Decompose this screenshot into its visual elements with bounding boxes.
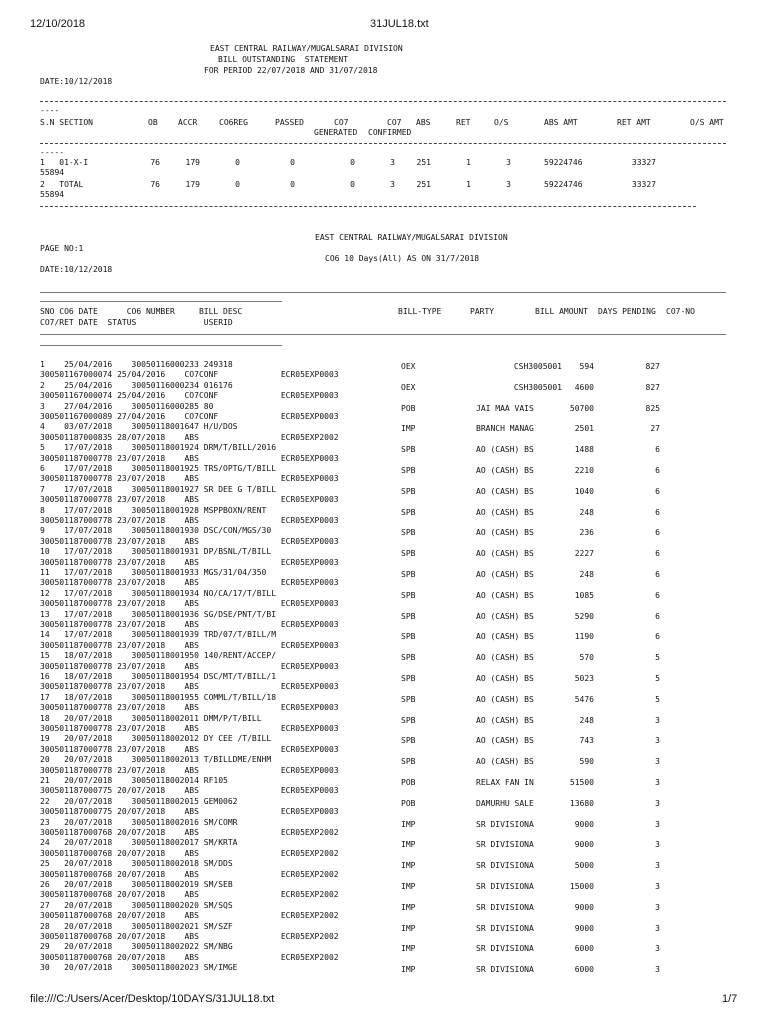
cell-days-pending: 3	[655, 965, 660, 975]
cell-bill-amount: 2210	[574, 466, 594, 475]
cell-line2: 300501187000778 23/07/2018 ABS ECR05EXP0003	[40, 495, 339, 505]
col-abs-amt: ABS AMT	[544, 118, 578, 127]
col-co7-no: CO7-NO	[666, 307, 695, 316]
cell-line1: 3 27/04/2016 30050116000285 80	[40, 401, 214, 411]
cell-abs-amt: 59224746	[544, 158, 583, 167]
cell-party: AO (CASH) BS	[476, 694, 534, 704]
cell-line1: 15 18/07/2018 30050118001950 140/RENT/ACCEP/	[40, 651, 277, 661]
cell-party: AO (CASH) BS	[476, 570, 534, 579]
cell-os: 3	[506, 180, 511, 189]
cell-bill-type: OEX	[401, 362, 416, 371]
cell-bill-amount: 5290	[574, 611, 594, 621]
cell-abs-amt: 59224746	[544, 180, 583, 189]
cell-line1: 10 17/07/2018 30050118001931 DP/BSNL/T/BILL	[40, 547, 272, 557]
col-bill-type: BILL-TYPE	[398, 307, 442, 316]
cell-bill-amount: 13680	[569, 798, 594, 808]
page-indicator: 1/7	[722, 993, 738, 1005]
cell-line1: 26 20/07/2018 30050118002019 SM/SEB	[40, 880, 233, 889]
cell-bill-type: SPB	[401, 611, 416, 621]
cell-bill-type: IMP	[401, 923, 416, 933]
cell-line2: 300501167000074 25/04/2016 CO7CONF ECR05EXP0003	[40, 391, 339, 401]
cell-bill-amount: 590	[579, 757, 594, 767]
cell-bill-type: SPB	[401, 653, 416, 663]
cell-days-pending: 6	[655, 507, 660, 517]
divider	[40, 301, 282, 302]
cell-days-pending: 5	[655, 653, 660, 663]
cell-abs: 251	[416, 158, 431, 167]
cell-bill-type: IMP	[401, 902, 416, 912]
cell-line1: 22 20/07/2018 30050118002015 GEM0062	[40, 796, 238, 806]
cell-days-pending: 6	[655, 445, 660, 455]
cell-party: CSH3005001	[513, 362, 562, 371]
cell-line2: 300501187000778 23/07/2018 ABS ECR05EXP0003	[40, 474, 339, 484]
col-accr: ACCR	[178, 118, 198, 127]
cell-days-pending: 3	[655, 778, 660, 787]
cell-bill-type: IMP	[401, 840, 416, 850]
cell-ob: 76	[150, 158, 160, 167]
table-row	[40, 672, 726, 693]
cell-co7-generated: 0	[350, 158, 355, 167]
divider	[40, 345, 282, 346]
cell-line1: 21 20/07/2018 30050118002014 RF105	[40, 776, 228, 785]
cell-line1: 29 20/07/2018 30050118002022 SM/NBG	[40, 942, 233, 952]
table-row	[40, 859, 726, 880]
cell-party: SR DIVISIONA	[476, 965, 534, 975]
cell-party: AO (CASH) BS	[476, 507, 534, 517]
cell-line1: 24 20/07/2018 30050118002017 SM/KRTA	[40, 838, 238, 848]
cell-bill-amount: 51500	[569, 778, 594, 787]
cell-line2: 300501187000768 20/07/2018 ABS ECR05EXP2002	[40, 869, 339, 879]
cell-bill-amount: 2501	[574, 424, 594, 434]
cell-line1: 17 18/07/2018 30050118001955 COMML/T/BILL/18	[40, 692, 277, 702]
cell-party: SR DIVISIONA	[476, 923, 534, 933]
divider	[40, 143, 726, 144]
cell-bill-type: POB	[401, 798, 416, 808]
col-ret: RET	[456, 118, 471, 127]
cell-line2: 300501187000778 23/07/2018 ABS ECR05EXP0003	[40, 744, 339, 754]
cell-bill-type: OEX	[401, 382, 416, 392]
cell-bill-type: SPB	[401, 507, 416, 517]
cell-bill-type: SPB	[401, 632, 416, 642]
table-row	[40, 485, 726, 506]
cell-bill-amount: 570	[579, 653, 594, 663]
divider	[40, 292, 726, 293]
col-os-amt: O/S AMT	[690, 118, 724, 127]
cell-line2: 300501187000778 23/07/2018 ABS ECR05EXP0003	[40, 578, 339, 588]
cell-bill-type: SPB	[401, 486, 416, 496]
table-row	[40, 797, 726, 818]
cell-section: 1 01-X-I	[40, 158, 89, 167]
table-row	[40, 922, 726, 943]
col-party: PARTY	[470, 307, 495, 316]
cell-line2: 300501187000778 23/07/2018 ABS ECR05EXP0003	[40, 640, 339, 650]
table-row	[40, 776, 726, 797]
cell-party: AO (CASH) BS	[476, 549, 534, 559]
table-row	[40, 755, 726, 776]
cell-bill-type: SPB	[401, 674, 416, 683]
cell-line2: 300501187000778 23/07/2018 ABS ECR05EXP0003	[40, 765, 339, 775]
cell-line1: 13 17/07/2018 30050118001936 SG/DSE/PNT/T/BI	[40, 609, 277, 619]
cell-days-pending: 6	[655, 570, 660, 579]
cell-bill-type: IMP	[401, 965, 416, 975]
summary-date: DATE:10/12/2018	[40, 77, 113, 86]
cell-line2: 300501187000778 23/07/2018 ABS ECR05EXP0003	[40, 536, 339, 546]
cell-bill-amount: 1488	[574, 445, 594, 455]
cell-days-pending: 5	[655, 674, 660, 683]
col-co7-generated-2: GENERATED	[314, 128, 358, 137]
cell-bill-type: POB	[401, 778, 416, 787]
table-row	[40, 360, 726, 381]
cell-party: AO (CASH) BS	[476, 590, 534, 600]
cell-days-pending: 3	[655, 923, 660, 933]
page-number: PAGE NO:1	[40, 244, 84, 253]
cell-passed: 0	[290, 158, 295, 167]
cell-co6reg: 0	[235, 158, 240, 167]
cell-bill-type: SPB	[401, 736, 416, 746]
cell-party: AO (CASH) BS	[476, 611, 534, 621]
cell-bill-amount: 9000	[574, 902, 594, 912]
col-ret-amt: RET AMT	[617, 118, 651, 127]
col-bill-amount: BILL AMOUNT	[535, 307, 588, 316]
table-row	[40, 610, 726, 631]
cell-ret: 1	[466, 180, 471, 189]
cell-party: SR DIVISIONA	[476, 840, 534, 850]
cell-line1: 23 20/07/2018 30050118002016 SM/COMR	[40, 817, 238, 827]
cell-abs: 251	[416, 180, 431, 189]
cell-days-pending: 6	[655, 528, 660, 538]
table-row	[40, 422, 726, 443]
cell-days-pending: 3	[655, 861, 660, 871]
cell-line1: 25 20/07/2018 30050118002018 SM/DDS	[40, 859, 233, 869]
cell-party: AO (CASH) BS	[476, 715, 534, 725]
cell-line1: 6 17/07/2018 30050118001925 TRS/OPTG/T/BILL	[40, 464, 277, 473]
cell-line2: 300501167000089 27/04/2016 CO7CONF ECR05EXP0003	[40, 411, 339, 421]
cell-days-pending: 27	[650, 424, 660, 434]
cell-ret-amt: 33327	[631, 180, 656, 189]
cell-co6reg: 0	[235, 180, 240, 189]
cell-bill-amount: 9000	[574, 923, 594, 933]
cell-os-amt-wrap: 55894	[40, 168, 65, 178]
table-row	[40, 651, 726, 672]
cell-bill-amount: 236	[579, 528, 594, 538]
cell-bill-type: SPB	[401, 757, 416, 767]
cell-ob: 76	[150, 180, 160, 189]
cell-line2: 300501187000768 20/07/2018 ABS ECR05EXP2002	[40, 911, 339, 921]
cell-bill-type: SPB	[401, 466, 416, 475]
cell-bill-amount: 5476	[574, 694, 594, 704]
cell-line2: 300501187000778 23/07/2018 ABS ECR05EXP0003	[40, 515, 339, 525]
cell-os-amt-wrap: 55894	[40, 190, 65, 200]
cell-days-pending: 3	[655, 902, 660, 912]
cell-ret: 1	[466, 158, 471, 167]
table-row	[40, 838, 726, 859]
cell-bill-amount: 1085	[574, 590, 594, 600]
cell-line2: 300501187000768 20/07/2018 ABS ECR05EXP2002	[40, 890, 339, 900]
cell-days-pending: 6	[655, 632, 660, 642]
table-row	[40, 568, 726, 589]
cell-party: SR DIVISIONA	[476, 861, 534, 871]
detail-subtitle: CO6 10 Days(All) AS ON 31/7/2018	[325, 254, 480, 263]
cell-line2: 300501187000778 23/07/2018 ABS ECR05EXP0003	[40, 619, 339, 629]
cell-party: AO (CASH) BS	[476, 653, 534, 663]
cell-bill-type: SPB	[401, 570, 416, 579]
cell-line2: 300501187000778 23/07/2018 ABS ECR05EXP0003	[40, 453, 339, 463]
cell-days-pending: 827	[645, 382, 660, 392]
table-row	[40, 963, 726, 984]
summary-title-1: EAST CENTRAL RAILWAY/MUGALSARAI DIVISION	[210, 44, 403, 53]
divider	[40, 334, 726, 335]
detail-title: EAST CENTRAL RAILWAY/MUGALSARAI DIVISION	[315, 233, 508, 242]
cell-os: 3	[506, 158, 511, 167]
cell-days-pending: 6	[655, 549, 660, 559]
cell-bill-amount: 9000	[574, 819, 594, 829]
cell-bill-type: IMP	[401, 882, 416, 891]
cell-party: AO (CASH) BS	[476, 528, 534, 538]
cell-bill-amount: 5023	[574, 674, 594, 683]
cell-co7-confirmed: 3	[390, 158, 395, 167]
cell-accr: 179	[185, 158, 200, 167]
cell-line2: 300501187000768 20/07/2018 ABS ECR05EXP2002	[40, 848, 339, 858]
col-days-pending: DAYS PENDING	[598, 307, 656, 316]
table-row	[40, 547, 726, 568]
cell-party: CSH3005001	[513, 382, 562, 392]
cell-party: SR DIVISIONA	[476, 819, 534, 829]
cell-line2: 300501187000768 20/07/2018 ABS ECR05EXP2002	[40, 931, 339, 941]
col-co6reg: CO6REG	[219, 118, 248, 127]
cell-party: RELAX FAN IN	[476, 778, 534, 787]
cell-line1: 9 17/07/2018 30050118001930 DSC/CON/MGS/30	[40, 526, 272, 536]
cell-line1: 16 18/07/2018 30050118001954 DSC/MT/T/BILL/1	[40, 672, 277, 681]
cell-days-pending: 6	[655, 486, 660, 496]
table-row	[40, 402, 726, 423]
cell-bill-type: SPB	[401, 590, 416, 600]
cell-bill-amount: 6000	[574, 944, 594, 954]
cell-days-pending: 5	[655, 694, 660, 704]
cell-bill-amount: 15000	[569, 882, 594, 891]
cell-line2: 300501187000768 20/07/2018 ABS ECR05EXP2002	[40, 952, 339, 962]
col-abs: ABS	[416, 118, 431, 127]
cell-party: SR DIVISIONA	[476, 882, 534, 891]
cell-line1: 30 20/07/2018 30050118002023 SM/IMGE	[40, 963, 238, 973]
cell-days-pending: 825	[645, 403, 660, 413]
cell-line2: 300501187000775 20/07/2018 ABS ECR05EXP0003	[40, 786, 339, 796]
print-date: 12/10/2018	[30, 18, 86, 30]
cell-line2: 300501187000778 23/07/2018 ABS ECR05EXP0003	[40, 557, 339, 567]
table-row	[40, 589, 726, 610]
cell-line1: 11 17/07/2018 30050118001933 MGS/31/04/350	[40, 568, 267, 577]
table-row	[40, 630, 726, 651]
table-row	[40, 506, 726, 527]
cell-party: AO (CASH) BS	[476, 466, 534, 475]
cell-party: SR DIVISIONA	[476, 902, 534, 912]
cell-party: AO (CASH) BS	[476, 632, 534, 642]
cell-bill-amount: 743	[579, 736, 594, 746]
cell-days-pending: 6	[655, 611, 660, 621]
summary-title-2: BILL OUTSTANDING STATEMENT	[218, 55, 349, 64]
cell-co7-confirmed: 3	[390, 180, 395, 189]
cell-bill-type: SPB	[401, 528, 416, 538]
cell-line1: 19 20/07/2018 30050118002012 DY CEE /T/BILL	[40, 734, 272, 744]
cell-days-pending: 827	[645, 362, 660, 371]
table-row	[40, 901, 726, 922]
detail-header-line1: SNO CO6 DATE CO6 NUMBER BILL DESC	[40, 307, 243, 316]
table-row	[40, 381, 726, 402]
cell-line2: 300501187000768 20/07/2018 ABS ECR05EXP2002	[40, 827, 339, 837]
col-passed: PASSED	[275, 118, 304, 127]
cell-days-pending: 6	[655, 590, 660, 600]
cell-line1: 20 20/07/2018 30050118002013 T/BILLDME/ENHM	[40, 755, 272, 765]
cell-bill-type: IMP	[401, 819, 416, 829]
cell-co7-generated: 0	[350, 180, 355, 189]
summary-row	[40, 158, 726, 179]
cell-bill-amount: 50700	[569, 403, 594, 413]
cell-bill-amount: 5000	[574, 861, 594, 871]
cell-days-pending: 3	[655, 840, 660, 850]
cell-party: AO (CASH) BS	[476, 486, 534, 496]
col-co7-confirmed: CO7	[387, 118, 402, 127]
cell-passed: 0	[290, 180, 295, 189]
cell-line1: 18 20/07/2018 30050118002011 DMM/P/T/BILL	[40, 713, 262, 723]
cell-line2: 300501187000778 23/07/2018 ABS ECR05EXP0003	[40, 723, 339, 733]
cell-party: AO (CASH) BS	[476, 757, 534, 767]
cell-line2: 300501187000778 23/07/2018 ABS ECR05EXP0003	[40, 682, 339, 692]
summary-row	[40, 180, 726, 201]
cell-bill-amount: 248	[579, 507, 594, 517]
cell-line1: 28 20/07/2018 30050118002021 SM/SZF	[40, 921, 233, 931]
cell-bill-type: POB	[401, 403, 416, 413]
table-row	[40, 734, 726, 755]
col-sn-section: S.N SECTION	[40, 118, 93, 127]
print-file-title: 31JUL18.txt	[370, 18, 429, 30]
cell-line1: 5 17/07/2018 30050118001924 DRM/T/BILL/2016	[40, 443, 277, 453]
col-ob: OB	[148, 118, 158, 127]
cell-bill-type: IMP	[401, 944, 416, 954]
cell-bill-amount: 1190	[574, 632, 594, 642]
col-co7-generated: CO7	[334, 118, 349, 127]
cell-party: JAI MAA VAIS	[476, 403, 534, 413]
cell-party: BRANCH MANAG	[476, 424, 534, 434]
cell-days-pending: 3	[655, 882, 660, 891]
col-co7-confirmed-2: CONFIRMED	[368, 128, 412, 137]
cell-days-pending: 3	[655, 798, 660, 808]
table-row	[40, 693, 726, 714]
table-row	[40, 942, 726, 963]
divider	[40, 206, 696, 207]
cell-line2: 300501187000835 28/07/2018 ABS ECR05EXP2002	[40, 432, 339, 442]
table-row	[40, 714, 726, 735]
divider	[40, 101, 726, 102]
cell-party: AO (CASH) BS	[476, 736, 534, 746]
cell-days-pending: 3	[655, 944, 660, 954]
summary-title-3: FOR PERIOD 22/07/2018 AND 31/07/2018	[204, 66, 378, 75]
cell-days-pending: 3	[655, 819, 660, 829]
cell-party: SR DIVISIONA	[476, 944, 534, 954]
col-os: O/S	[494, 118, 509, 127]
cell-bill-amount: 9000	[574, 840, 594, 850]
cell-bill-amount: 594	[579, 362, 594, 371]
table-row	[40, 464, 726, 485]
cell-line2: 300501187000778 23/07/2018 ABS ECR05EXP0003	[40, 599, 339, 609]
table-row	[40, 880, 726, 901]
cell-bill-amount: 2227	[574, 549, 594, 559]
table-row	[40, 526, 726, 547]
cell-party: DAMURHU SALE	[476, 798, 534, 808]
cell-bill-type: SPB	[401, 715, 416, 725]
cell-days-pending: 3	[655, 736, 660, 746]
cell-days-pending: 3	[655, 757, 660, 767]
cell-bill-amount: 248	[579, 715, 594, 725]
cell-line1: 8 17/07/2018 30050118001928 MSPPBOXN/RENT	[40, 505, 267, 515]
cell-party: AO (CASH) BS	[476, 445, 534, 455]
dash-tail: -----	[40, 148, 65, 157]
detail-header-line2: CO7/RET DATE STATUS USERID	[40, 318, 233, 327]
cell-bill-amount: 248	[579, 570, 594, 579]
cell-accr: 179	[185, 180, 200, 189]
cell-days-pending: 6	[655, 466, 660, 475]
cell-bill-type: SPB	[401, 694, 416, 704]
cell-bill-amount: 4600	[574, 382, 594, 392]
cell-line1: 27 20/07/2018 30050118002020 SM/SQS	[40, 900, 233, 910]
cell-party: AO (CASH) BS	[476, 674, 534, 683]
cell-ret-amt: 33327	[631, 158, 656, 167]
cell-bill-type: IMP	[401, 424, 416, 434]
cell-line2: 300501187000778 23/07/2018 ABS ECR05EXP0003	[40, 703, 339, 713]
cell-line2: 300501187000775 20/07/2018 ABS ECR05EXP0003	[40, 807, 339, 817]
cell-bill-type: IMP	[401, 861, 416, 871]
detail-date: DATE:10/12/2018	[40, 265, 113, 274]
cell-line1: 2 25/04/2016 30050116000234 016176	[40, 380, 233, 390]
dash-tail: ----	[40, 106, 60, 115]
cell-bill-type: SPB	[401, 549, 416, 559]
cell-line1: 4 03/07/2018 30050118001647 H/U/DOS	[40, 422, 238, 432]
file-path: file:///C:/Users/Acer/Desktop/10DAYS/31JUL18.txt	[30, 993, 275, 1005]
cell-line1: 1 25/04/2016 30050116000233 249318	[40, 360, 233, 369]
table-row	[40, 818, 726, 839]
cell-line2: 300501187000778 23/07/2018 ABS ECR05EXP0003	[40, 661, 339, 671]
cell-bill-amount: 1040	[574, 486, 594, 496]
cell-line1: 7 17/07/2018 30050118001927 SR DEE G T/BILL	[40, 484, 277, 494]
cell-days-pending: 3	[655, 715, 660, 725]
cell-line1: 12 17/07/2018 30050118001934 NO/CA/17/T/BILL	[40, 588, 277, 598]
cell-line2: 300501167000074 25/04/2016 CO7CONF ECR05EXP0003	[40, 370, 339, 380]
cell-bill-type: SPB	[401, 445, 416, 455]
cell-line1: 14 17/07/2018 30050118001939 TRD/07/T/BILL/M	[40, 630, 277, 640]
table-row	[40, 443, 726, 464]
cell-bill-amount: 6000	[574, 965, 594, 975]
cell-section: 2 TOTAL	[40, 180, 84, 189]
